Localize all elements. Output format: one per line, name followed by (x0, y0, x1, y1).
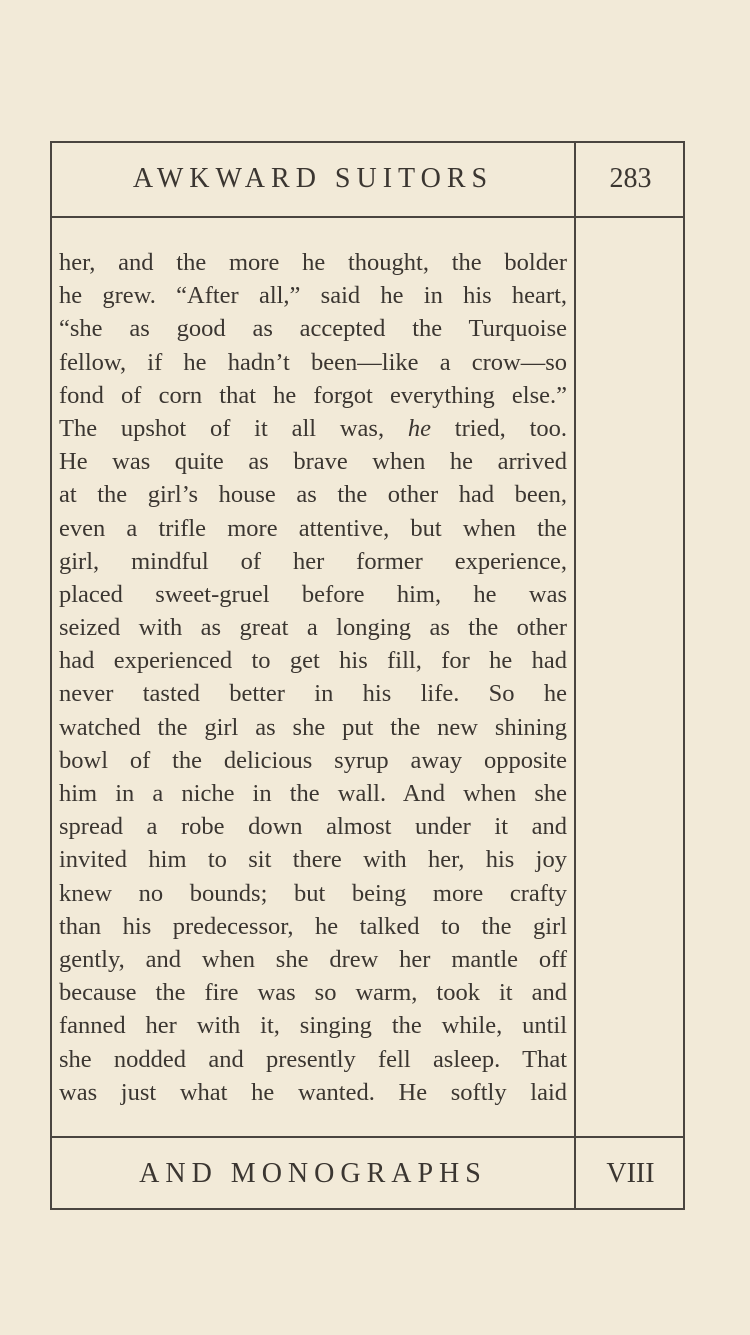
text-line: He was quite as brave when he arrived (59, 448, 567, 476)
text-line: at the girl’s house as the other had been, (59, 481, 567, 509)
text-line: never tasted better in his life. So he (59, 680, 567, 708)
text-line: because the fire was so warm, took it and (59, 979, 567, 1007)
text-line: placed sweet-gruel before him, he was (59, 580, 567, 608)
text-line: “she as good as accepted the Turquoise (59, 315, 567, 343)
text-line: seized with as great a longing as the other (59, 614, 567, 642)
running-title: AWKWARD SUITORS (132, 163, 494, 194)
series-title: AND MONOGRAPHS (139, 1157, 487, 1189)
body-text (59, 246, 567, 1109)
text-line: him in a niche in the wall. And when she (59, 780, 567, 807)
text-line: than his predecessor, he talked to the girl (59, 912, 567, 940)
column-divider (574, 141, 576, 1210)
text-line: even a trifle more attentive, but when the (59, 514, 567, 542)
text-line: had experienced to get his fill, for he had (59, 647, 567, 675)
page-number: 283 (609, 163, 652, 194)
text-line: fellow, if he hadn’t been—like a crow—so (59, 348, 567, 376)
text-line: bowl of the delicious syrup away opposite (59, 746, 567, 774)
text-line: was just what he wanted. He softly laid (59, 1078, 567, 1106)
volume-number: VIII (606, 1157, 655, 1189)
text-line: The upshot of it all was, he tried, too. (59, 414, 567, 442)
text-line: fanned her with it, singing the while, until (59, 1012, 567, 1040)
text-line: invited him to sit there with her, his joy (59, 846, 567, 874)
text-line: he grew. “After all,” said he in his heart, (59, 282, 567, 310)
text-line: girl, mindful of her former experience, (59, 547, 567, 575)
text-line: she nodded and presently fell asleep. That (59, 1045, 567, 1073)
text-line: fond of corn that he forgot everything else.” (59, 381, 567, 409)
text-line: her, and the more he thought, the bolder (59, 249, 567, 276)
text-line: knew no bounds; but being more crafty (59, 879, 567, 907)
text-line: gently, and when she drew her mantle off (59, 945, 567, 973)
text-line: spread a robe down almost under it and (59, 813, 567, 841)
text-line: watched the girl as she put the new shining (59, 713, 567, 741)
